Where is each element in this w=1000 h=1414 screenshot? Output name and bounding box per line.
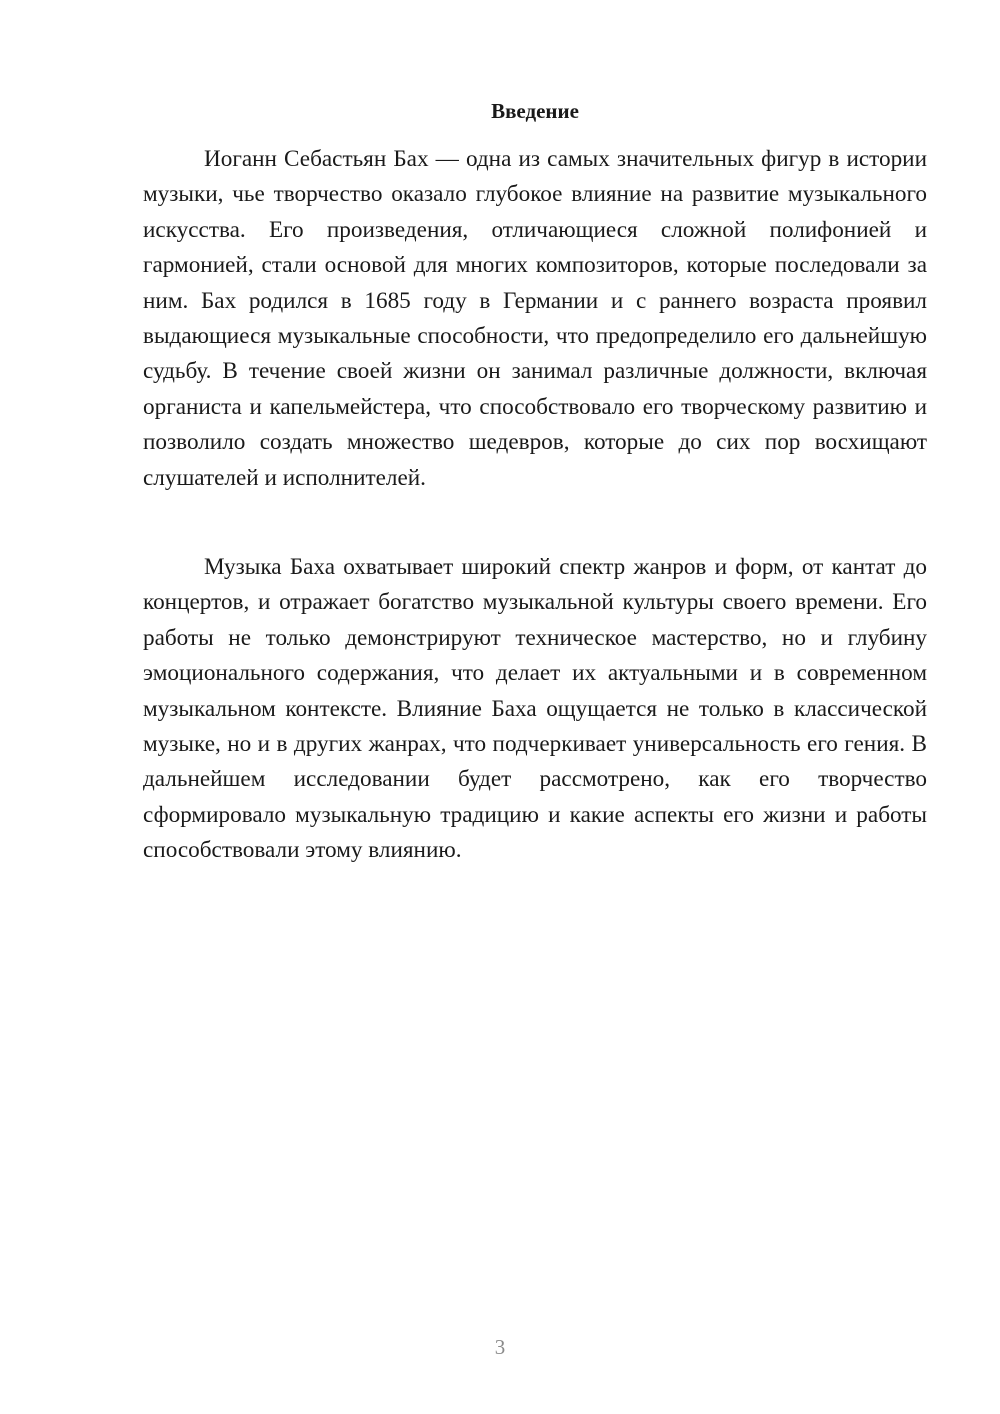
paragraph-music: Музыка Баха охватывает широкий спектр жанров и форм, от кантат до концертов, и отражает богатство музыкальной культуры своего времени. Его работы не только демонстрируют техническое мастерство, но и глубину эмоционального содержания, что делает их актуальными и в современном музыкальном контексте. Влияние Баха ощущается не только в классической музыке, но и в других жанрах, что подчеркивает универсальность его гения. В дальнейшем исследовании будет рассмотрено, как его творчество сформировало музыкальную традицию и какие аспекты его жизни и работы способствовали этому влиянию. xyxy=(143,554,927,864)
section-heading: Введение xyxy=(491,99,579,123)
paragraph-intro: Иоганн Себастьян Бах — одна из самых значительных фигур в истории музыки, чье творчество оказало глубокое влияние на развитие музыкального искусства. Его произведения, отличающиеся сложной полифонией и гармонией, стали основой для многих композиторов, которые последовали за ним. Бах родился в 1685 году в Германии и с раннего возраста проявил выдающиеся музыкальные способности, что предопределило его дальнейшую судьбу. В течение своей жизни он занимал различные должности, включая органиста и капельмейстера, что способствовало его творческому развитию и позволило создать множество шедевров, которые до сих пор восхищают слушателей и исполнителей. xyxy=(143,146,927,491)
page-number: 3 xyxy=(494,1335,506,1359)
